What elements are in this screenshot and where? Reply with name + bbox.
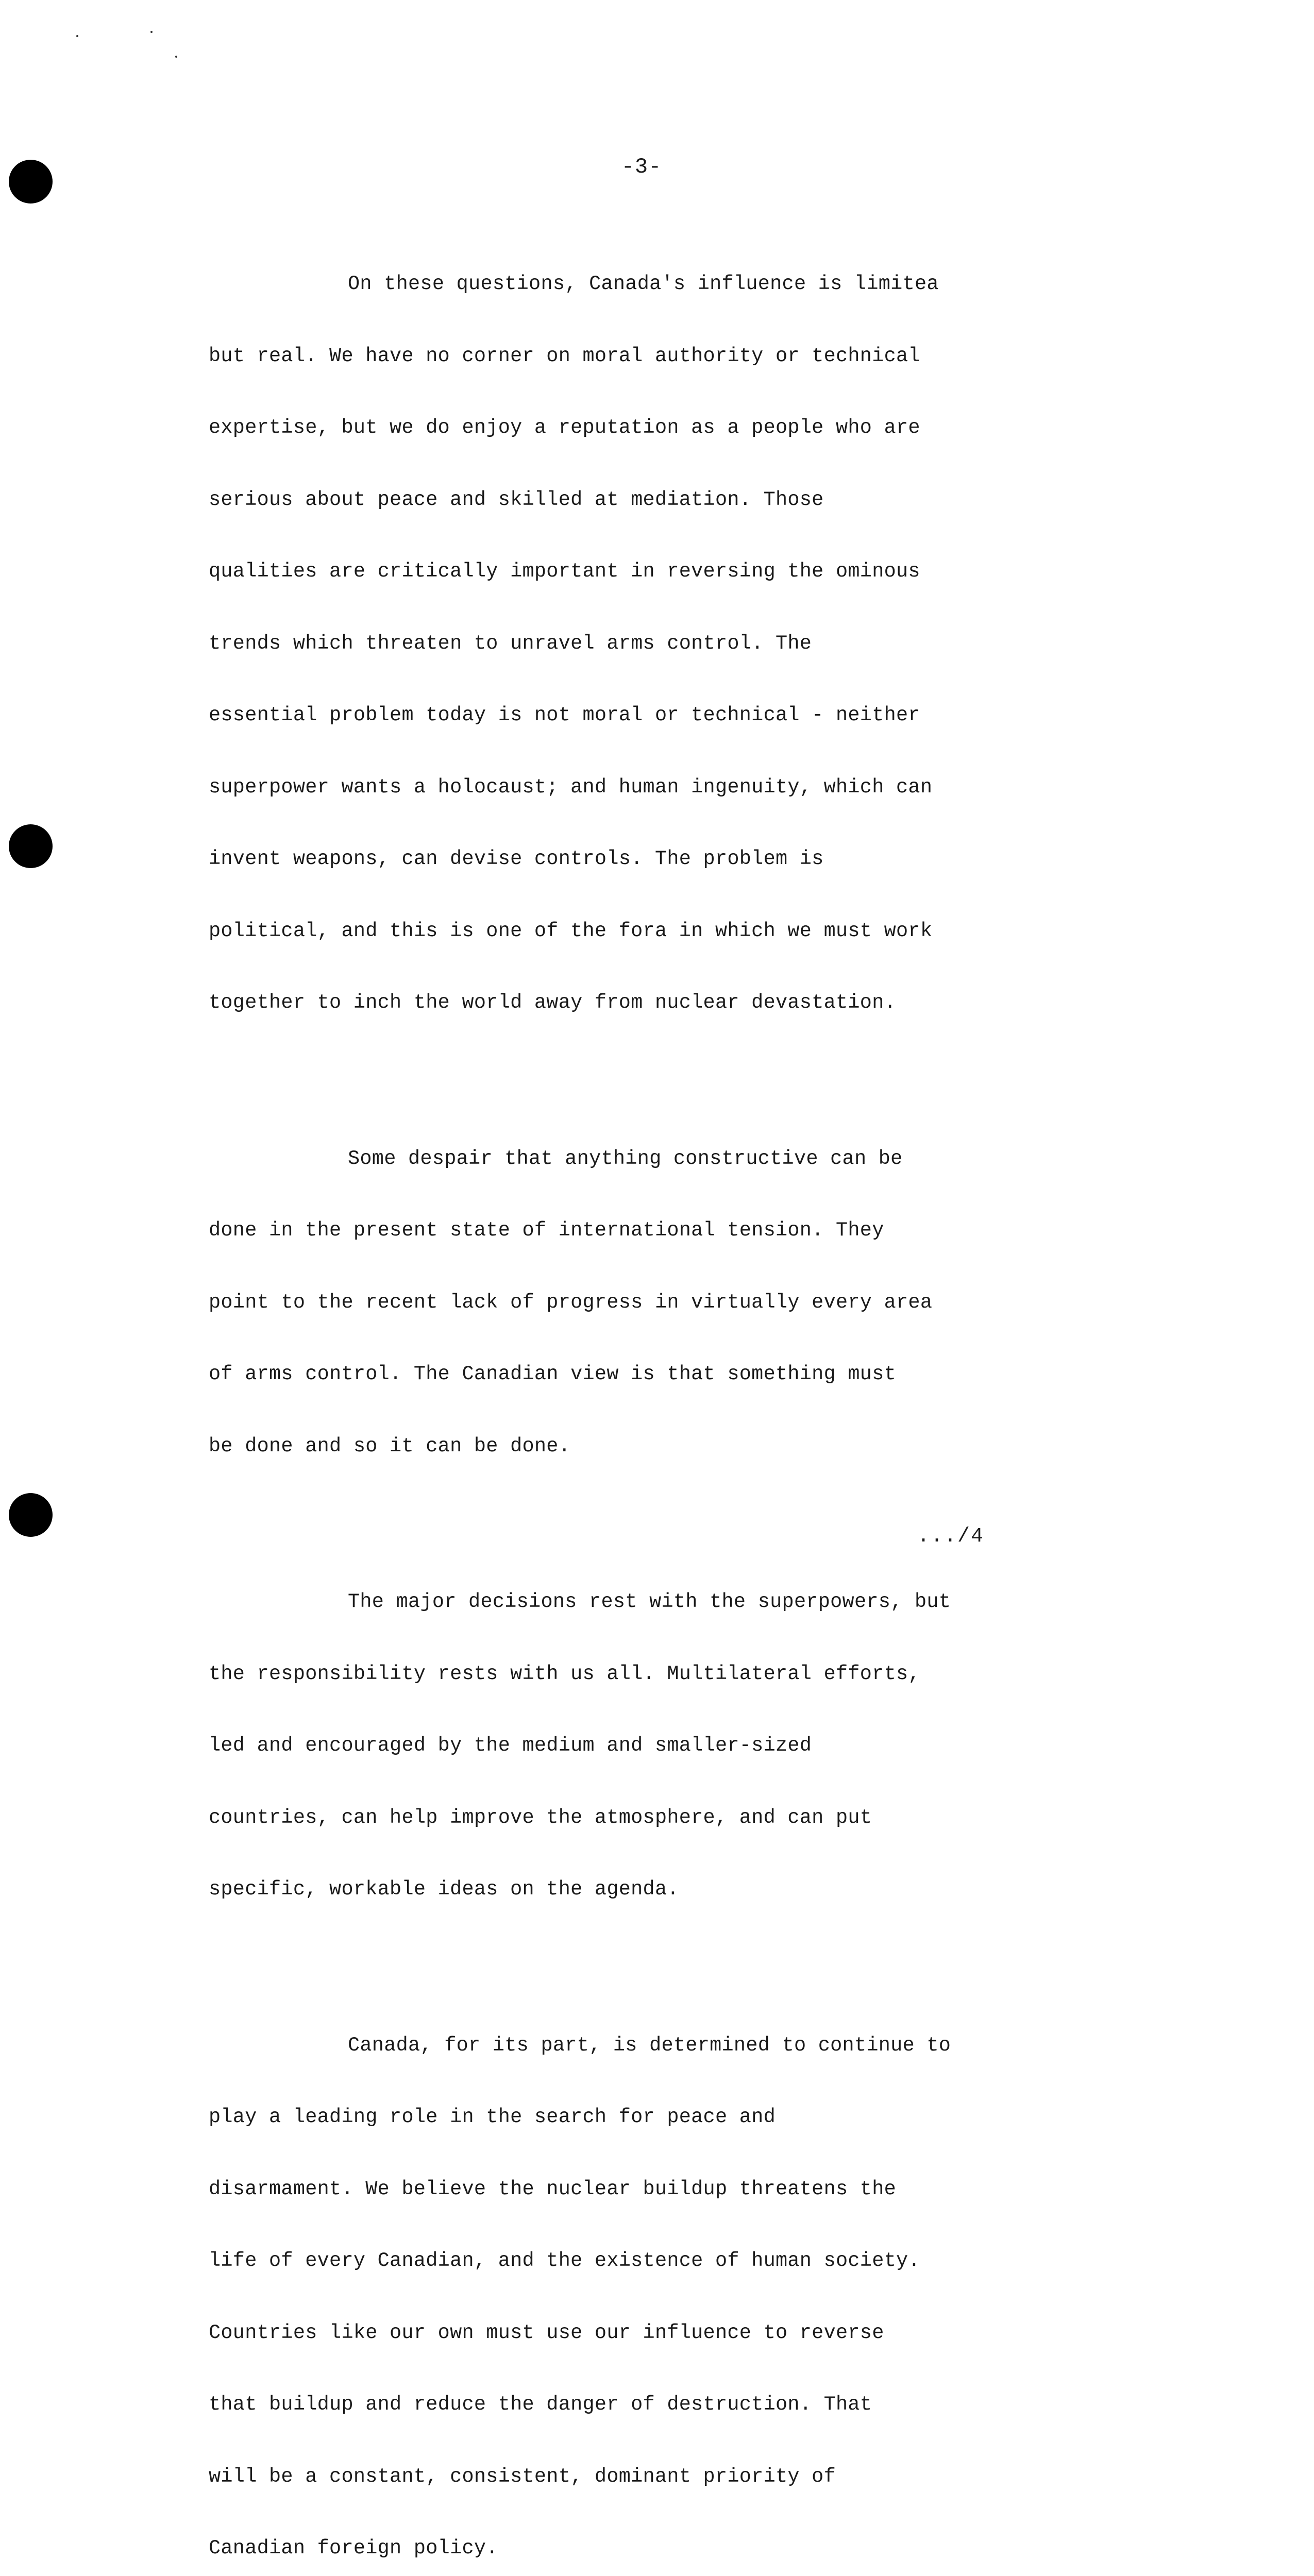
text-line: that buildup and reduce the danger of destruction. That: [209, 2393, 1074, 2417]
text-line: together to inch the world away from nuclear devastation.: [209, 991, 1074, 1015]
punch-hole-middle: [9, 824, 53, 868]
text-line: specific, workable ideas on the agenda.: [209, 1877, 1074, 1902]
text-line: Canada, for its part, is determined to continue to: [209, 2033, 1074, 2058]
page-number: -3-: [616, 155, 667, 179]
document-body: [209, 224, 1074, 2576]
text-line: serious about peace and skilled at mediation. Those: [209, 488, 1074, 512]
punch-hole-top: [9, 160, 53, 204]
scan-speck: [175, 56, 177, 58]
paragraph: [209, 1986, 1074, 2576]
text-line: Some despair that anything constructive can be: [209, 1147, 1074, 1171]
text-line: The major decisions rest with the superpowers, but: [209, 1590, 1074, 1614]
text-line: play a leading role in the search for peace and: [209, 2105, 1074, 2129]
scan-speck: [76, 35, 78, 37]
text-line: but real. We have no corner on moral authority or technical: [209, 344, 1074, 368]
text-line: superpower wants a holocaust; and human ingenuity, which can: [209, 775, 1074, 800]
punch-hole-bottom: [9, 1493, 53, 1537]
text-line: countries, can help improve the atmosphere, and can put: [209, 1806, 1074, 1830]
text-line: On these questions, Canada's influence is limitea: [209, 272, 1074, 296]
text-line: invent weapons, can devise controls. The problem is: [209, 847, 1074, 871]
text-line: political, and this is one of the fora in which we must work: [209, 919, 1074, 943]
text-line: disarmament. We believe the nuclear buildup threatens the: [209, 2177, 1074, 2201]
text-line: be done and so it can be done.: [209, 1434, 1074, 1459]
text-line: led and encouraged by the medium and smaller-sized: [209, 1734, 1074, 1758]
text-line: of arms control. The Canadian view is that something must: [209, 1362, 1074, 1386]
text-line: life of every Canadian, and the existence of human society.: [209, 2249, 1074, 2273]
text-line: will be a constant, consistent, dominant priority of: [209, 2465, 1074, 2489]
paragraph: [209, 1099, 1074, 1506]
scan-speck: [150, 31, 153, 33]
paragraph: [209, 224, 1074, 1063]
text-line: essential problem today is not moral or technical - neither: [209, 703, 1074, 727]
text-line: trends which threaten to unravel arms control. The: [209, 632, 1074, 656]
text-line: Countries like our own must use our influence to reverse: [209, 2321, 1074, 2345]
text-line: done in the present state of international tension. They: [209, 1218, 1074, 1243]
text-line: Canadian foreign policy.: [209, 2536, 1074, 2561]
continuation-marker: .../4: [917, 1525, 984, 1548]
text-line: point to the recent lack of progress in virtually every area: [209, 1291, 1074, 1315]
text-line: expertise, but we do enjoy a reputation as a people who are: [209, 416, 1074, 440]
text-line: the responsibility rests with us all. Multilateral efforts,: [209, 1662, 1074, 1686]
paragraph: [209, 1542, 1074, 1950]
text-line: qualities are critically important in reversing the ominous: [209, 560, 1074, 584]
